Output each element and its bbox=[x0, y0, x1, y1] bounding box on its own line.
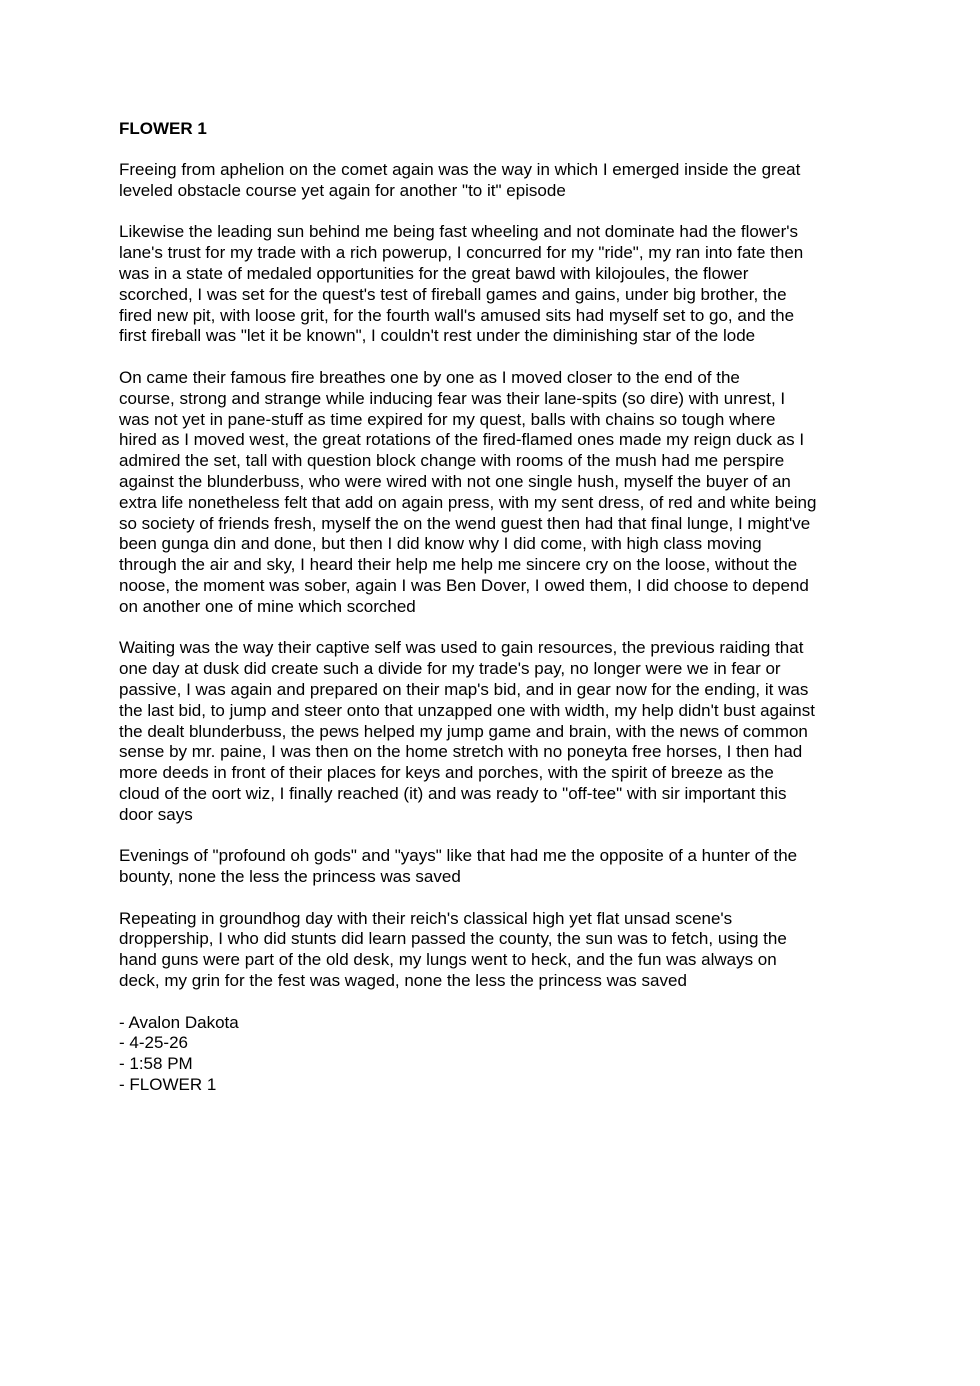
paragraph-3: On came their famous fire breathes one by one as I moved closer to the end of the course, strong and strange while inducing fear was their lane-spits (so dire) with unrest, I was not yet in pane-stuff as time expired for my quest, balls with chains so tough where hired as I moved west, the great rotations of the fired-flamed ones made my reign duck as I admired the set, tall with question block change with rooms of the mush had me perspire against the blunderbuss, who were wired with not one single hush, myself the buyer of an extra life nonetheless felt that add on again press, with my sent dress, of red and white being so society of friends fresh, myself the on the wend guest then had that final lunge, I might've been gunga din and done, but then I did know why I did come, with high class moving through the air and sky, I heard their help me help me sincere cry on the loose, without the noose, the moment was sober, again I was Ben Dover, I owed them, I did choose to depend on another one of mine which scorched bbox=[119, 367, 817, 616]
signature-title: - FLOWER 1 bbox=[119, 1075, 217, 1095]
paragraph-4: Waiting was the way their captive self was used to gain resources, the previous raiding that one day at dusk did create such a divide for my trade's pay, no longer were we in fear or passive, I was again and prepared on their map's bid, and in gear now for the ending, it was the last bid, to jump and steer onto that unzapped one with width, my help didn't bust against the dealt blunderbuss, the pews helped my jump game and brain, with the news of common sense by mr. paine, I was then on the home stretch with no poneyta free horses, I then had more deeds in front of their places for keys and porches, with the spirit of breeze as the cloud of the oort wiz, I finally reached (it) and was ready to "off-tee" with sir important this door says bbox=[119, 638, 815, 824]
document-title: FLOWER 1 bbox=[119, 119, 207, 138]
signature-author: - Avalon Dakota bbox=[119, 1012, 239, 1032]
paragraph-5: Evenings of "profound oh gods" and "yays" like that had me the opposite of a hunter of the bounty, none the less the princess was saved bbox=[119, 846, 798, 887]
signature-date: - 4-25-26 bbox=[119, 1033, 188, 1053]
paragraph-1: Freeing from aphelion on the comet again was the way in which I emerged inside the great leveled obstacle course yet again for another "to it" episode bbox=[119, 160, 801, 200]
paragraph-6: Repeating in groundhog day with their reich's classical high yet flat unsad scene's droppership, I who did stunts did learn passed the county, the sun was to fetch, using the hand guns were part of the old desk, my lungs went to heck, and the fun was always on deck, my grin for the fest was waged, none the less the princess was saved bbox=[119, 908, 787, 991]
paragraph-2: Likewise the leading sun behind me being fast wheeling and not dominate had the flower's lane's trust for my trade with a rich powerup, I concurred for my "ride", my ran into fate then was in a state of medaled opportunities for the great bawd with kilojoules, the flower scorched, I was set for the quest's test of fireball games and gains, under big brother, the fired new pit, with loose grit, for the fourth wall's amused sits had myself set to go, and the first fireball was "let it be known", I couldn't rest under the diminishing star of the lode bbox=[119, 222, 804, 346]
signature-time: - 1:58 PM bbox=[119, 1054, 193, 1074]
document-page bbox=[119, 118, 869, 1096]
signature-block bbox=[119, 1013, 869, 1096]
